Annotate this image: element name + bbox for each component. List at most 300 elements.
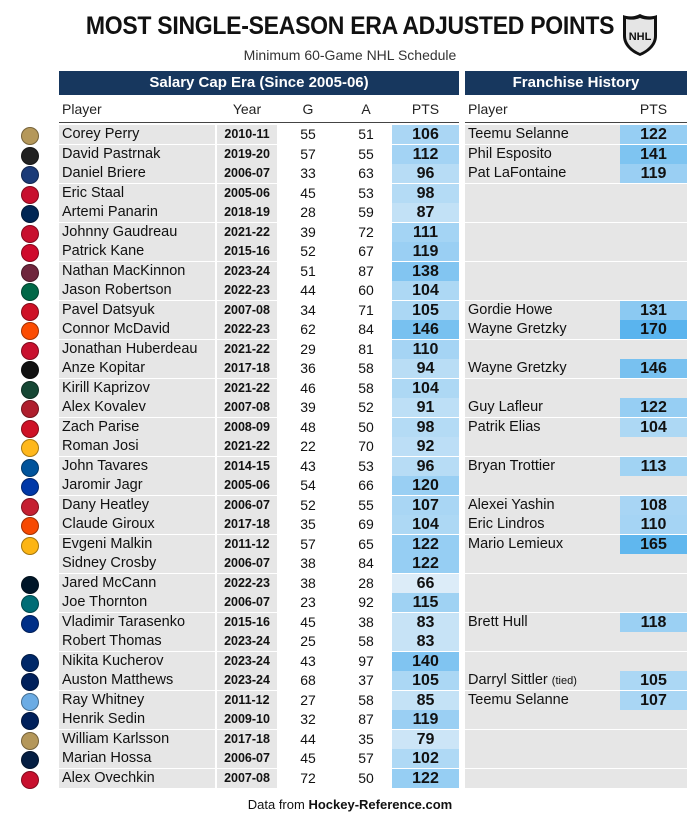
franchise-player-name [465,535,620,554]
assists-value: 50 [358,418,374,435]
page-title: MOST SINGLE-SEASON ERA ADJUSTED POINTS [85,12,615,40]
assists-value: 58 [358,379,374,396]
season-year: 2007-08 [217,769,277,788]
table-row [0,457,700,477]
footer-source: Hockey-Reference.com [308,797,453,812]
goals-value: 39 [300,399,316,415]
player-name: Patrick Kane [59,242,215,261]
player-name: Roman Josi [59,437,215,456]
assists-value: 55 [358,496,374,513]
franchise-player-name [465,769,620,788]
franchise-player-name [465,496,620,515]
franchise-player-label: Eric Lindros [468,516,545,532]
player-name: Alex Kovalev [59,398,215,417]
player-name: Eric Staal [59,184,215,203]
season-year: 2007-08 [217,301,277,320]
franchise-player-label: Teemu Selanne [468,126,569,142]
franchise-player-name [465,691,620,710]
table-row [0,554,700,574]
assists-value: 58 [358,633,374,649]
points-value: 146 [392,320,459,339]
hurricanes-icon [21,186,39,204]
player-name: Auston Matthews [59,671,215,690]
franchise-player-name [465,340,620,359]
season-year: 2019-20 [217,145,277,164]
assists-value: 37 [358,672,374,688]
assists-value: 59 [358,204,374,220]
franchise-player-name [465,749,620,768]
table-row [0,262,700,282]
franchise-player-label: Phil Esposito [468,145,552,162]
franchise-points-value [620,437,687,456]
franchise-player-name [465,613,620,632]
records-table [0,125,700,788]
season-year: 2023-24 [217,632,277,651]
canucks-icon [21,712,39,730]
player-name: John Tavares [59,457,215,476]
flyers-icon [21,517,39,535]
panthers-icon [21,342,39,360]
points-value: 91 [392,398,459,417]
franchise-player-name [465,164,620,183]
player-name: Nikita Kucherov [59,652,215,671]
table-row [0,242,700,262]
points-value: 83 [392,632,459,651]
player-name: Henrik Sedin [59,710,215,729]
franchise-points-value: 108 [620,496,687,515]
goals-value: 38 [300,574,316,591]
table-row [0,418,700,438]
flames-icon [21,225,39,243]
season-year: 2015-16 [217,613,277,632]
season-year: 2010-11 [217,125,277,144]
penguins-icon [21,537,39,555]
season-year: 2006-07 [217,164,277,183]
avalanche-icon [21,264,39,282]
franchise-player-name [465,652,620,671]
season-year: 2011-12 [217,691,277,710]
franchise-points-value: 146 [620,359,687,378]
goals-value: 62 [300,321,316,337]
canadiens-icon [21,400,39,418]
capitals-icon [21,771,39,789]
franchise-points-value [620,379,687,398]
points-value: 87 [392,203,459,222]
player-name: Zach Parise [59,418,215,437]
franchise-player-name [465,730,620,749]
franchise-player-label: Wayne Gretzky [468,321,567,337]
franchise-player-label: Gordie Howe [468,301,553,318]
source-footer [0,797,700,812]
goals-value: 44 [300,282,316,298]
assists-value: 35 [358,730,374,747]
col-pts-header: PTS [411,101,440,117]
franchise-points-value [620,476,687,495]
rangers-icon [21,478,39,496]
salary-cap-era-header: Salary Cap Era (Since 2005-06) [59,71,459,95]
player-name: Ray Whitney [59,691,215,710]
goals-value: 36 [300,360,316,376]
devils-icon [21,420,39,438]
season-year: 2005-06 [217,476,277,495]
franchise-points-value [620,730,687,749]
franchise-player-name [465,398,620,417]
table-row [0,749,700,769]
franchise-points-value: 131 [620,301,687,320]
assists-value: 87 [358,262,374,279]
season-year: 2021-22 [217,379,277,398]
assists-value: 28 [358,574,374,591]
season-year: 2011-12 [217,535,277,554]
points-value: 96 [392,457,459,476]
points-value: 85 [392,691,459,710]
tied-note: (tied) [551,675,577,687]
goals-value: 44 [300,730,316,747]
points-value: 94 [392,359,459,378]
season-year: 2006-07 [217,554,277,573]
goals-value: 27 [300,691,316,708]
col-player-header: Player [62,101,102,117]
franchise-player-name [465,710,620,729]
points-value: 138 [392,262,459,281]
assists-value: 55 [358,145,374,162]
table-row [0,710,700,730]
franchise-points-value [620,281,687,300]
points-value: 119 [392,242,459,261]
kings-icon [21,361,39,379]
franchise-player-name [465,359,620,378]
points-value: 111 [392,223,459,242]
player-name: Artemi Panarin [59,203,215,222]
goals-value: 38 [300,555,316,571]
goals-value: 46 [300,379,316,396]
goals-value: 72 [300,769,316,786]
golden-knights-icon [21,732,39,750]
franchise-player-label: Mario Lemieux [468,535,564,552]
player-name: Sidney Crosby [59,554,215,573]
player-name: Jaromir Jagr [59,476,215,495]
predators-icon [21,439,39,457]
franchise-player-label: Brett Hull [468,613,528,630]
assists-value: 97 [358,652,374,669]
franchise-player-label: Guy Lafleur [468,399,543,415]
goals-value: 28 [300,204,316,220]
col-franchise-player-header: Player [468,101,508,117]
table-row [0,184,700,204]
franchise-points-value [620,554,687,573]
assists-value: 57 [358,750,374,766]
assists-value: 58 [358,691,374,708]
franchise-player-name [465,301,620,320]
franchise-points-value [620,223,687,242]
franchise-player-name [465,574,620,593]
franchise-player-name [465,242,620,261]
franchise-player-label: Alexei Yashin [468,496,555,513]
lightning-icon [21,654,39,672]
season-year: 2014-15 [217,457,277,476]
franchise-points-value [620,340,687,359]
season-year: 2021-22 [217,437,277,456]
season-year: 2017-18 [217,359,277,378]
goals-value: 45 [300,750,316,766]
footer-prefix: Data from [247,797,305,812]
assists-value: 52 [358,399,374,415]
franchise-player-name [465,632,620,651]
season-year: 2015-16 [217,242,277,261]
table-row [0,301,700,321]
season-year: 2023-24 [217,671,277,690]
assists-value: 87 [358,711,374,727]
col-a-header: A [361,101,371,117]
points-value: 96 [392,164,459,183]
franchise-points-value [620,710,687,729]
player-name: William Karlsson [59,730,215,749]
points-value: 120 [392,476,459,495]
season-year: 2005-06 [217,184,277,203]
points-value: 105 [392,301,459,320]
franchise-points-value: 170 [620,320,687,339]
points-value: 122 [392,769,459,788]
points-value: 102 [392,749,459,768]
col-franchise-pts-header: PTS [639,101,668,117]
assists-value: 81 [358,340,374,357]
table-row [0,359,700,379]
page-subtitle: Minimum 60-Game NHL Schedule [243,47,457,63]
franchise-history-header: Franchise History [465,71,687,95]
table-row [0,281,700,301]
franchise-points-value [620,242,687,261]
franchise-player-name [465,125,620,144]
assists-value: 53 [358,184,374,201]
senators-icon [21,498,39,516]
franchise-player-name [465,554,620,573]
assists-value: 84 [358,555,374,571]
franchise-points-value [620,574,687,593]
franchise-player-label: Bryan Trottier [468,457,556,474]
season-year: 2022-23 [217,574,277,593]
goals-value: 54 [300,477,316,493]
points-value: 107 [392,496,459,515]
season-year: 2008-09 [217,418,277,437]
player-name: Alex Ovechkin [59,769,215,788]
assists-value: 38 [358,613,374,630]
nhl-logo-text: NHL [628,31,652,43]
season-year: 2021-22 [217,340,277,359]
points-value: 106 [392,125,459,144]
player-name: Claude Giroux [59,515,215,534]
franchise-player-name [465,320,620,339]
goals-value: 32 [300,711,316,727]
points-value: 140 [392,652,459,671]
table-row [0,203,700,223]
assists-value: 66 [358,477,374,493]
goals-value: 52 [300,243,316,259]
table-row [0,593,700,613]
col-year-header: Year [232,101,262,117]
table-row [0,145,700,165]
goals-value: 22 [300,438,316,454]
player-name: Connor McDavid [59,320,215,339]
player-name: Robert Thomas [59,632,215,651]
franchise-player-name [465,281,620,300]
bruins-icon [21,147,39,165]
franchise-points-value: 105 [620,671,687,690]
franchise-points-value: 122 [620,125,687,144]
franchise-player-label: Pat LaFontaine [468,165,567,181]
franchise-player-name [465,437,620,456]
goals-value: 39 [300,223,316,240]
islanders-icon [21,459,39,477]
points-value: 122 [392,554,459,573]
table-row [0,496,700,516]
franchise-player-name [465,145,620,164]
table-row [0,379,700,399]
col-g-header: G [302,101,314,117]
franchise-player-label: Teemu Selanne [468,691,569,708]
franchise-points-value: 141 [620,145,687,164]
table-row [0,574,700,594]
table-row [0,535,700,555]
blues-icon [21,615,39,633]
franchise-points-value: 119 [620,164,687,183]
goals-value: 23 [300,594,316,610]
franchise-points-value: 165 [620,535,687,554]
franchise-player-name [465,262,620,281]
franchise-points-value [620,593,687,612]
blackhawks-icon [21,244,39,262]
maple-leafs-icon [21,673,39,691]
franchise-player-name [465,184,620,203]
season-year: 2018-19 [217,203,277,222]
points-value: 119 [392,710,459,729]
table-row [0,515,700,535]
points-value: 110 [392,340,459,359]
season-year: 2023-24 [217,652,277,671]
player-name: Jason Robertson [59,281,215,300]
table-row [0,691,700,711]
player-name: Daniel Briere [59,164,215,183]
player-name: Nathan MacKinnon [59,262,215,281]
franchise-points-value [620,652,687,671]
player-name: Dany Heatley [59,496,215,515]
sharks-icon [21,595,39,613]
table-row [0,340,700,360]
goals-value: 29 [300,340,316,357]
player-name: Jonathan Huberdeau [59,340,215,359]
goals-value: 45 [300,184,316,201]
franchise-player-label: Wayne Gretzky [468,360,567,376]
jets-icon [21,751,39,769]
franchise-player-name [465,476,620,495]
season-year: 2006-07 [217,496,277,515]
goals-value: 55 [300,126,316,142]
ducks-icon [21,127,39,145]
assists-value: 50 [358,769,374,786]
table-row [0,652,700,672]
goals-value: 57 [300,145,316,162]
goals-value: 51 [300,262,316,279]
season-year: 2023-24 [217,262,277,281]
season-year: 2022-23 [217,281,277,300]
franchise-points-value: 118 [620,613,687,632]
franchise-player-name [465,515,620,534]
franchise-points-value [620,769,687,788]
player-name: Pavel Datsyuk [59,301,215,320]
franchise-player-name [465,223,620,242]
points-value: 112 [392,145,459,164]
points-value: 122 [392,535,459,554]
assists-value: 53 [358,457,374,474]
goals-value: 48 [300,418,316,435]
assists-value: 70 [358,438,374,454]
points-value: 92 [392,437,459,456]
table-row [0,223,700,243]
franchise-player-name [465,418,620,437]
red-wings-icon [21,303,39,321]
franchise-player-label: Patrik Elias [468,418,541,435]
franchise-points-value: 104 [620,418,687,437]
kraken-icon [21,576,39,594]
franchise-points-value: 122 [620,398,687,417]
season-year: 2007-08 [217,398,277,417]
oilers-icon [21,322,39,340]
season-year: 2017-18 [217,515,277,534]
player-name: Marian Hossa [59,749,215,768]
franchise-points-value [620,632,687,651]
blue-jackets-icon [21,205,39,223]
table-row [0,671,700,691]
season-year: 2006-07 [217,593,277,612]
points-value: 104 [392,379,459,398]
player-name: Corey Perry [59,125,215,144]
points-value: 104 [392,281,459,300]
assists-value: 63 [358,165,374,181]
assists-value: 58 [358,360,374,376]
header-divider-right [465,122,687,123]
table-row [0,730,700,750]
assists-value: 92 [358,594,374,610]
player-name: David Pastrnak [59,145,215,164]
goals-value: 57 [300,535,316,552]
franchise-points-value [620,749,687,768]
franchise-player-name [465,671,620,690]
goals-value: 52 [300,496,316,513]
franchise-player-label: Darryl Sittler [468,672,548,688]
goals-value: 33 [300,165,316,181]
points-value: 98 [392,418,459,437]
points-value: 115 [392,593,459,612]
season-year: 2022-23 [217,320,277,339]
points-value: 83 [392,613,459,632]
franchise-player-name [465,457,620,476]
sabres-icon [21,166,39,184]
goals-value: 43 [300,652,316,669]
player-name: Johnny Gaudreau [59,223,215,242]
wild-icon [21,381,39,399]
table-row [0,476,700,496]
assists-value: 69 [358,516,374,532]
goals-value: 35 [300,516,316,532]
table-row [0,632,700,652]
assists-value: 67 [358,243,374,259]
season-year: 2021-22 [217,223,277,242]
assists-value: 71 [358,301,374,318]
assists-value: 51 [358,126,374,142]
player-name: Anze Kopitar [59,359,215,378]
table-row [0,164,700,184]
goals-value: 34 [300,301,316,318]
franchise-player-name [465,203,620,222]
